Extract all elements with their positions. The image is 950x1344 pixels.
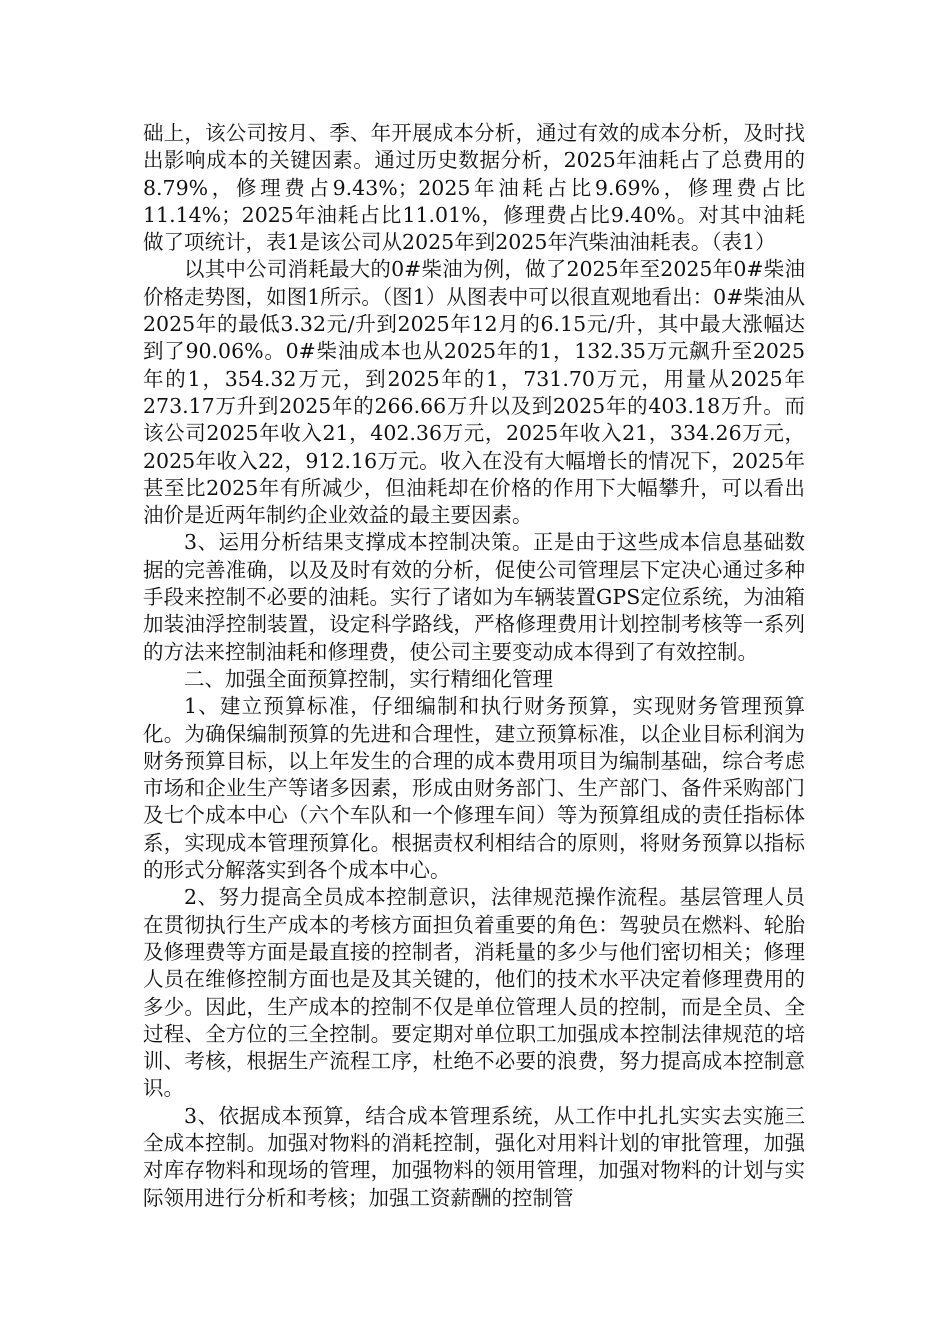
section-heading-budget-control: 二、加强全面预算控制，实行精细化管理 [184, 666, 553, 691]
paragraph-analysis-supports-decisions: 3、运用分析结果支撑成本控制决策。正是由于这些成本信息基础数据的完善准确，以及及时有效的分析，促使公司管理层下定决心通过多种手段来控制不必要的油耗。实行了诸如为车辆装置GPS定位系统，为油箱加装油浮控制装置，设定科学路线，严格修理费用计划控制考核等一系列的方法来控制油耗和修理费，使公司主要变动成本得到了有效控制。 [143, 530, 805, 664]
paragraph-three-full-cost-control: 3、依据成本预算，结合成本管理系统，从工作中扎扎实实去实施三全成本控制。加强对物料的消耗控制，强化对用料计划的审批管理，加强对库存物料和现场的管理，加强物料的领用管理，加强对物料的计划与实际领用进行分析和考核；加强工资薪酬的控制管 [143, 1103, 805, 1210]
paragraph-diesel-price-trend: 以其中公司消耗最大的0#柴油为例，做了2025年至2025年0#柴油价格走势图，如图1所示。（图1）从图表中可以很直观地看出：0#柴油从2025年的最低3.32元/升到2025年12月的6.15元/升，其中最大涨幅达到了90.06%。0#柴油成本也从2025年的1，132.35万元飙升至2025年的1，354.32万元，到2025年的1，731.70万元，用量从2025年273.17万升到2025年的266.66万升以及到2025年的403.18万升。而该公司2025年收入21，402.36万元，2025年收入21，334.26万元，2025年收入22，912.16万元。收入在没有大幅增长的情况下，2025年甚至比2025年有所减少，但油耗却在价格的作用下大幅攀升，可以看出油价是近两年制约企业效益的最主要因素。 [143, 257, 805, 528]
document-page [143, 120, 805, 1212]
paragraph-cost-analysis-continued: 础上，该公司按月、季、年开展成本分析，通过有效的成本分析，及时找出影响成本的关键因素。通过历史数据分析，2025年油耗占了总费用的8.79%，修理费占9.43%；2025年油耗占比9.69%，修理费占比11.14%；2025年油耗占比11.01%，修理费占比9.40%。对其中油耗做了项统计，表1是该公司从2025年到2025年汽柴油油耗表。（表1） [143, 121, 805, 255]
paragraph-cost-awareness: 2、努力提高全员成本控制意识，法律规范操作流程。基层管理人员在贯彻执行生产成本的考核方面担负着重要的角色：驾驶员在燃料、轮胎及修理费等方面是最直接的控制者，消耗量的多少与他们密切相关；修理人员在维修控制方面也是及其关键的，他们的技术水平决定着修理费用的多少。因此，生产成本的控制不仅是单位管理人员的控制，而是全员、全过程、全方位的三全控制。要定期对单位职工加强成本控制法律规范的培训、考核，根据生产流程工序，杜绝不必要的浪费，努力提高成本控制意识。 [143, 885, 805, 1101]
paragraph-budget-standards: 1、建立预算标准，仔细编制和执行财务预算，实现财务管理预算化。为确保编制预算的先进和合理性，建立预算标准，以企业目标利润为财务预算目标，以上年发生的合理的成本费用项目为编制基础，综合考虑市场和企业生产等诸多因素，形成由财务部门、生产部门、备件采购部门及七个成本中心（六个车队和一个修理车间）等为预算组成的责任指标体系，实现成本管理预算化。根据责权利相结合的原则，将财务预算以指标的形式分解落实到各个成本中心。 [143, 694, 805, 883]
